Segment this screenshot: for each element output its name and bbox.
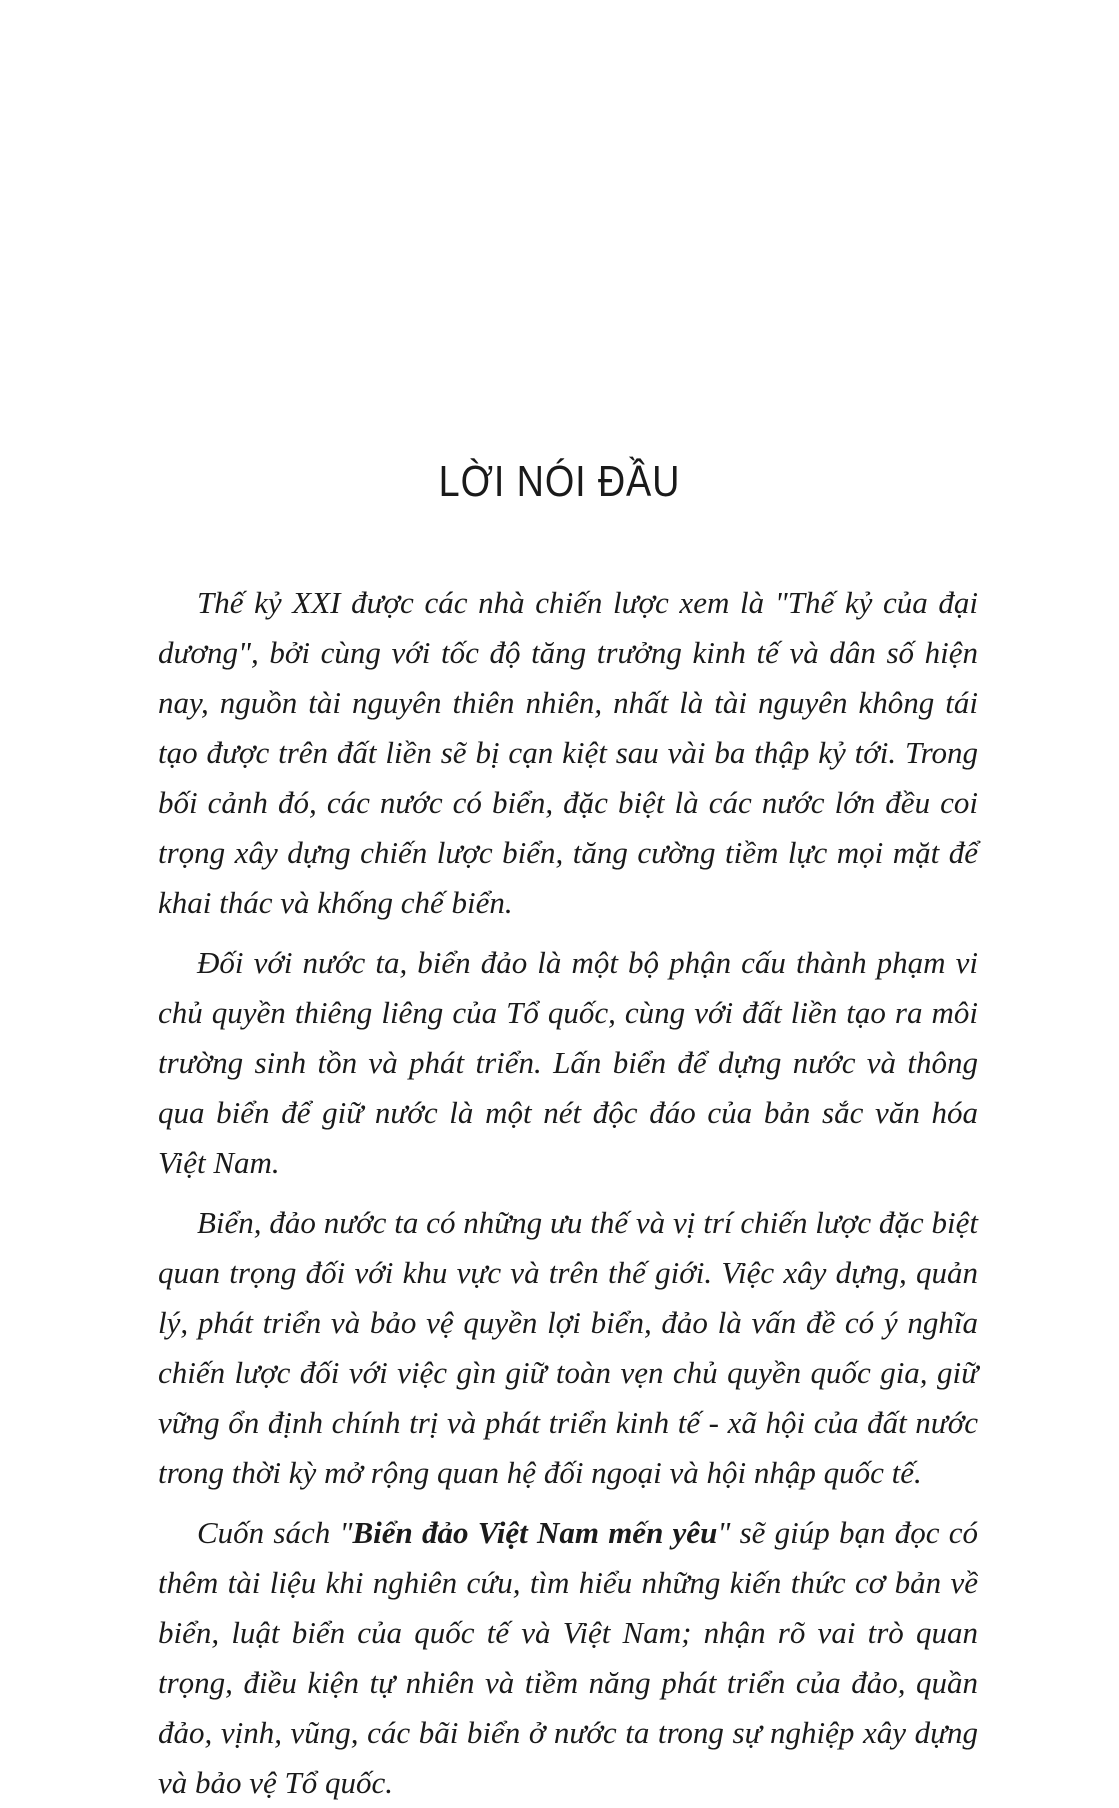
body-text — [158, 578, 978, 1808]
paragraph-4 — [158, 1508, 978, 1808]
paragraph-4-rest: " sẽ giúp bạn đọc có thêm tài liệu khi nghiên cứu, tìm hiểu những kiến thức cơ bản về biển, luật biển của quốc tế và Việt Nam; nhận rõ vai trò quan trọng, điều kiện tự nhiên và tiềm năng phát triển của đảo, quần đảo, vịnh, vũng, các bãi biển ở nước ta trong sự nghiệp xây dựng và bảo vệ Tổ quốc. — [158, 1515, 978, 1800]
paragraph-2: Đối với nước ta, biển đảo là một bộ phận cấu thành phạm vi chủ quyền thiêng liêng của Tổ quốc, cùng với đất liền tạo ra môi trường sinh tồn và phát triển. Lấn biển để dựng nước và thông qua biển để giữ nước là một nét độc đáo của bản sắc văn hóa Việt Nam. — [158, 945, 978, 1180]
paragraph-4-intro: Cuốn sách " — [197, 1515, 353, 1550]
paragraph-3: Biển, đảo nước ta có những ưu thế và vị trí chiến lược đặc biệt quan trọng đối với khu vực và trên thế giới. Việc xây dựng, quản lý, phát triển và bảo vệ quyền lợi biển, đảo là vấn đề có ý nghĩa chiến lược đối với việc gìn giữ toàn vẹn chủ quyền quốc gia, giữ vững ổn định chính trị và phát triển kinh tế - xã hội của đất nước trong thời kỳ mở rộng quan hệ đối ngoại và hội nhập quốc tế. — [158, 1205, 978, 1490]
book-title: Biển đảo Việt Nam mến yêu — [352, 1515, 718, 1550]
paragraph-1: Thế kỷ XXI được các nhà chiến lược xem là "Thế kỷ của đại dương", bởi cùng với tốc độ tăng trưởng kinh tế và dân số hiện nay, nguồn tài nguyên thiên nhiên, nhất là tài nguyên không tái tạo được trên đất liền sẽ bị cạn kiệt sau vài ba thập kỷ tới. Trong bối cảnh đó, các nước có biển, đặc biệt là các nước lớn đều coi trọng xây dựng chiến lược biển, tăng cường tiềm lực mọi mặt để khai thác và khống chế biển. — [158, 585, 978, 920]
page-title: LỜI NÓI ĐẦU — [438, 457, 681, 507]
